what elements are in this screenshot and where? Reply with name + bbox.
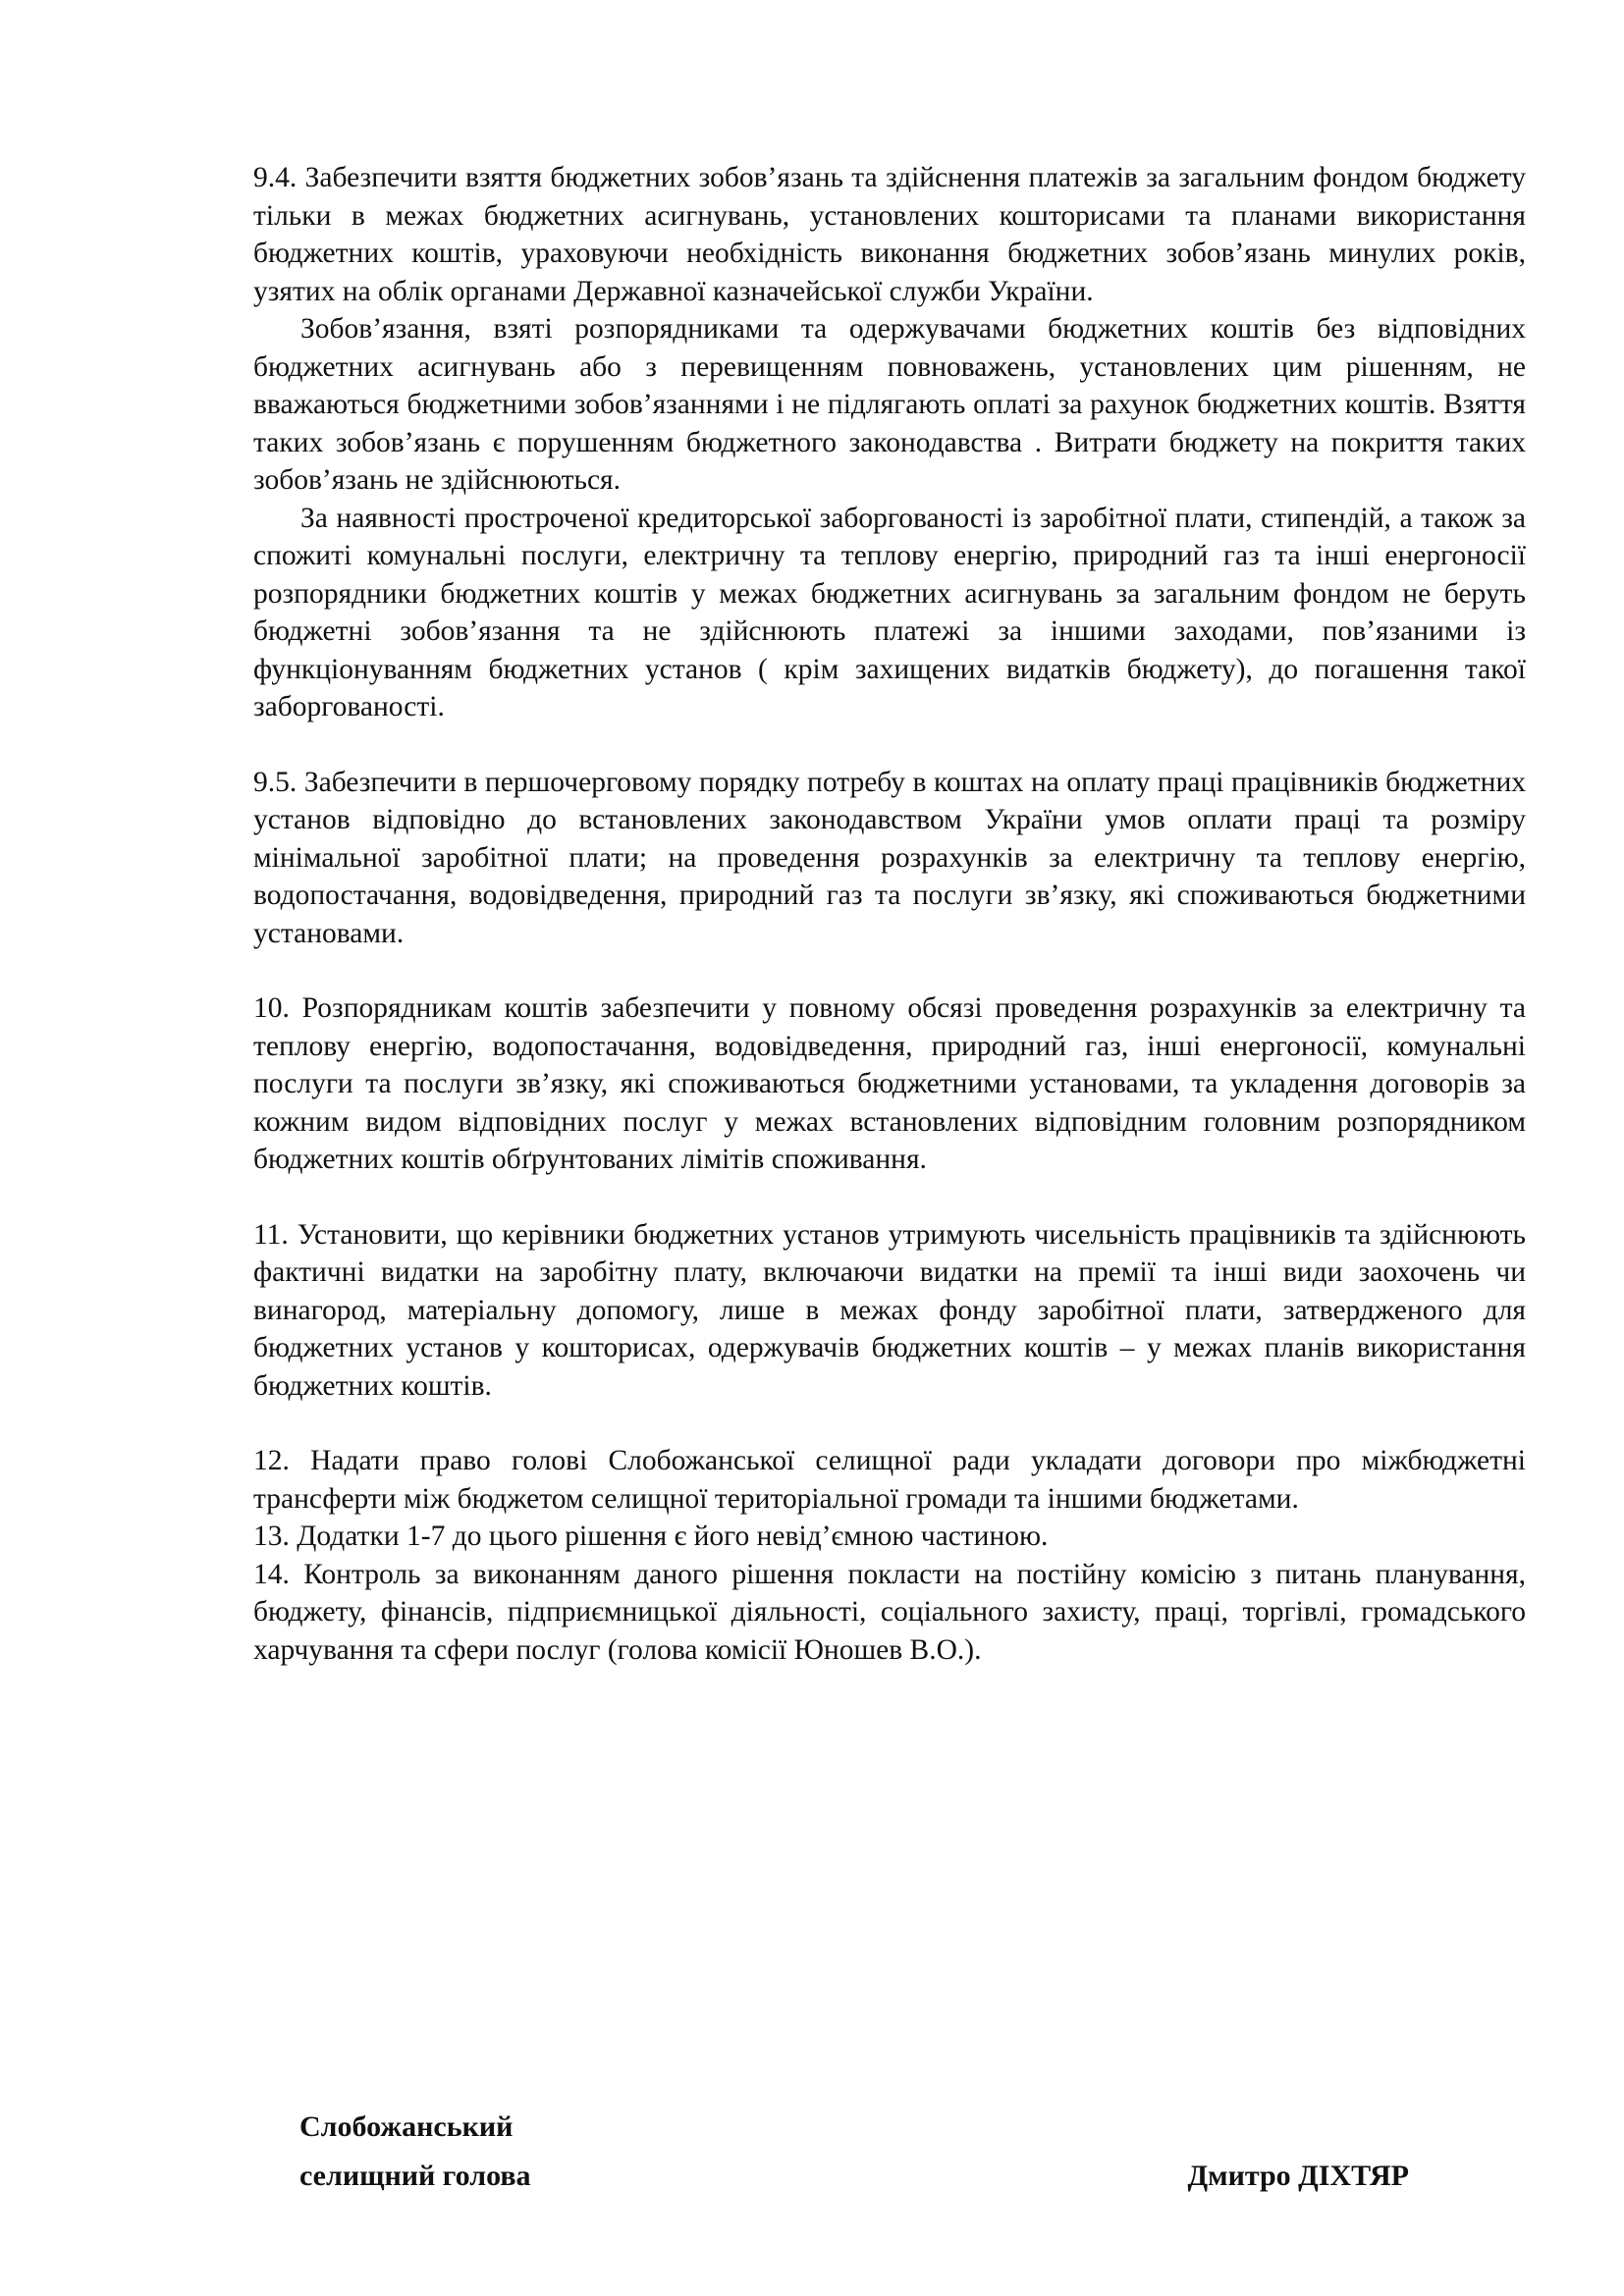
signature-block <box>299 2103 1409 2201</box>
document-body <box>253 159 1526 1669</box>
paragraph-14: 14. Контроль за виконанням даного рішення покласти на постійну комісію з питань планування, бюджету, фінансів, підприємницької діяльності, соціального захисту, праці, торгівлі, громадського харчування та сфери послуг (голова комісії Юношев В.О.). <box>253 1558 1526 1666</box>
paragraph-12: 12. Надати право голові Слобожанської селищної ради укладати договори про міжбюджетні трансферти між бюджетом селищної територіальної громади та іншими бюджетами. <box>253 1445 1526 1515</box>
paragraph-9-4: 9.4. Забезпечити взяття бюджетних зобов’язань та здійснення платежів за загальним фондом бюджету тільки в межах бюджетних асигнувань, установлених кошторисами та планами використання бюджетних коштів, ураховуючи необхідність виконання бюджетних зобов’язань минулих років, узятих на облік органами Державної казначейської служби України. <box>253 162 1526 307</box>
signature-name: Дмитро ДІХТЯР <box>1187 2160 1409 2192</box>
paragraph-arrears: За наявності простроченої кредиторської заборгованості із заробітної плати, стипендій, а також за спожиті комунальні послуги, електричну та теплову енергію, природний газ та інші енергоносії розпорядники бюджетних коштів у межах бюджетних асигнувань за загальним фондом не беруть бюджетні зобов’язання та не здійснюють платежі за іншими заходами, пов’язаними із функціонуванням бюджетних установ ( крім захищених видатків бюджету), до погашення такої заборгованості. <box>253 502 1526 722</box>
paragraph-obligations: Зобов’язання, взяті розпорядниками та одержувачами бюджетних коштів без відповідних бюджетних асигнувань або з перевищенням повноважень, установлених цим рішенням, не вважаються бюджетними зобов’язаннями і не підлягають оплаті за рахунок бюджетних коштів. Взяття таких зобов’язань є порушенням бюджетного законодавства . Витрати бюджету на покриття таких зобов’язань не здійснюються. <box>253 313 1526 496</box>
paragraph-13: 13. Додатки 1-7 до цього рішення є його невід’ємною частиною. <box>253 1521 1049 1552</box>
paragraph-10: 10. Розпорядникам коштів забезпечити у повному обсязі проведення розрахунків за електричну та теплову енергію, водопостачання, водовідведення, природний газ, інші енергоносії, комунальні послуги та послуги зв’язку, які споживаються бюджетними установами, та укладення договорів за кожним видом відповідних послуг у межах встановлених відповідним головним розпорядником бюджетних коштів обґрунтованих лімітів споживання. <box>253 992 1526 1175</box>
paragraph-11: 11. Установити, що керівники бюджетних установ утримують чисельність працівників та здійснюють фактичні видатки на заробітну плату, включаючи видатки на премії та інші види заохочень чи винагород, матеріальну допомогу, лише в межах фонду заробітної плати, затвердженого для бюджетних установ у кошторисах, одержувачів бюджетних коштів – у межах планів використання бюджетних коштів. <box>253 1218 1526 1402</box>
signature-title-line1: Слобожанський <box>299 2110 514 2143</box>
signature-title-line2: селищний голова <box>299 2160 531 2192</box>
paragraph-9-5: 9.5. Забезпечити в першочерговому порядку потребу в коштах на оплату праці працівників бюджетних установ відповідно до встановлених законодавством України умов оплати праці та розміру мінімальної заробітної плати; на проведення розрахунків за електричну та теплову енергію, водопостачання, водовідведення, природний газ та послуги зв’язку, які споживаються бюджетними установами. <box>253 766 1526 949</box>
